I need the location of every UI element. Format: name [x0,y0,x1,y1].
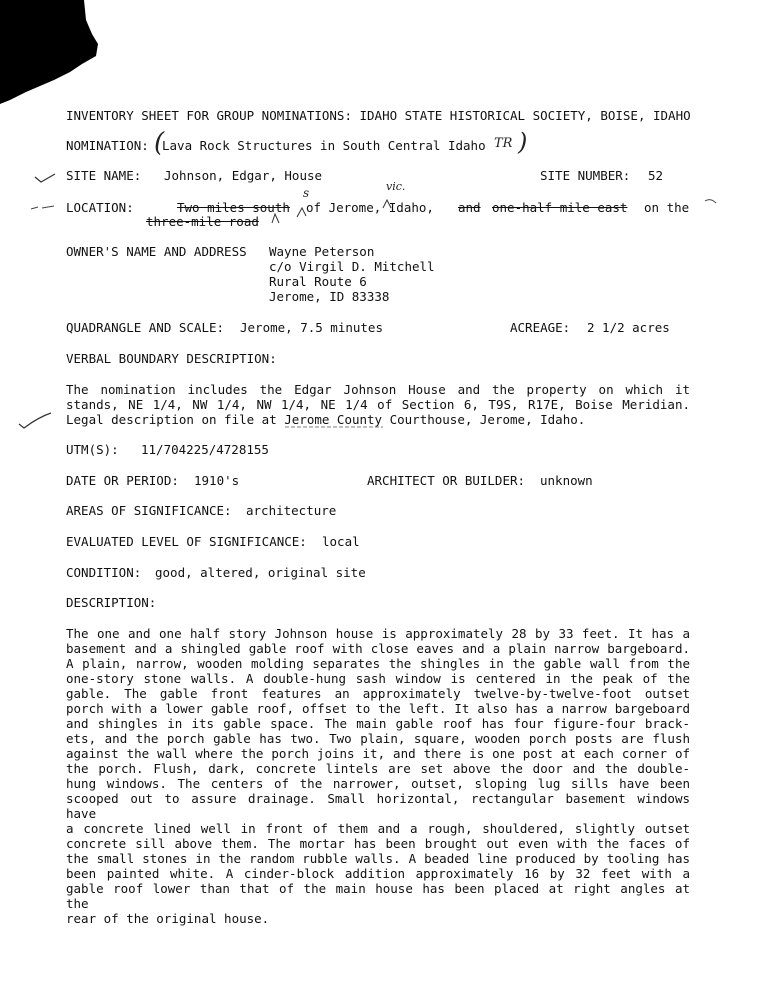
location-struck-text-1: Two miles south [177,200,290,215]
underline-mark [284,424,384,430]
handwritten-tr-note: TR [494,136,513,151]
location-text-on-the: on the [644,200,690,215]
level-label: EVALUATED LEVEL OF SIGNIFICANCE: [66,534,307,549]
description-line: against the wall where the porch joins it, and there is one post at each corner of [66,746,690,761]
dash-mark-icon [30,204,56,212]
condition-value: good, altered, original site [155,565,366,580]
handwritten-vic: vic. [386,180,406,193]
owner-line: Wayne Peterson [269,244,375,259]
architect-label: ARCHITECT OR BUILDER: [367,473,526,488]
boundary-line: Legal description on file at Jerome County Courthouse, Jerome, Idaho. [66,412,586,427]
description-line: a concrete lined well in front of them and a rough, shouldered, slightly outset [66,821,690,836]
boundary-paragraph [66,382,690,427]
site-name-value: Johnson, Edgar, House [164,168,323,183]
handwritten-s: s [303,186,310,200]
description-line: scooped out to assure drainage. Small horizontal, rectangular basement windows have [66,791,690,821]
boundary-label: VERBAL BOUNDARY DESCRIPTION: [66,351,277,366]
description-line: gable. The gable front features an approximately twelve-by-twelve-foot outset [66,686,690,701]
description-line: the porch. Flush, dark, concrete lintels are set above the door and the double- [66,761,690,776]
acreage-label: ACREAGE: [510,320,571,335]
handwritten-open-paren: ( [154,128,165,158]
checkmark-icon [18,412,52,430]
description-line: rear of the original house. [66,911,270,926]
description-label: DESCRIPTION: [66,595,157,610]
scan-corner-blot [0,0,110,110]
location-struck-and: and [458,200,481,215]
date-label: DATE OR PERIOD: [66,473,179,488]
description-line: and shingles in its gable space. The main gable roof has four figure-four brack- [66,716,690,731]
boundary-line: stands, NE 1/4, NW 1/4, NW 1/4, NE 1/4 of Section 6, T9S, R17E, Boise Meridian. [66,397,690,412]
description-line: one-story stone walls. A double-hung sash window is centered in the peak of the [66,671,690,686]
nomination-label: NOMINATION: [66,138,149,153]
site-number-label: SITE NUMBER: [540,168,631,183]
utm-value: 11/704225/4728155 [141,442,269,457]
architect-value: unknown [540,473,593,488]
description-line: A plain, narrow, wooden molding separates the shingles in the gable wall from the [66,656,690,671]
areas-label: AREAS OF SIGNIFICANCE: [66,503,232,518]
acreage-value: 2 1/2 acres [587,320,670,335]
owner-label: OWNER'S NAME AND ADDRESS [66,244,247,259]
description-line: basement and a shingled gable roof with close eaves and a plain narrow bargeboard. [66,641,690,656]
owner-line: Rural Route 6 [269,274,367,289]
level-value: local [322,534,360,549]
description-line: concrete sill above them. The mortar has been brought out even with the faces of [66,836,690,851]
description-paragraph [66,626,690,926]
location-struck-text-3: three-mile road [146,214,259,229]
owner-line: c/o Virgil D. Mitchell [269,259,435,274]
caret-mark-icon [382,198,392,210]
condition-label: CONDITION: [66,565,142,580]
quadrangle-value: Jerome, 7.5 minutes [240,320,383,335]
utm-label: UTM(S): [66,442,119,457]
caret-mark-icon [296,206,308,218]
description-line: the small stones in the random rubble walls. A beaded line produced by tooling has [66,851,690,866]
nomination-value: Lava Rock Structures in South Central Idaho [162,138,486,153]
location-struck-text-2: one-half mile east [492,200,628,215]
site-name-label: SITE NAME: [66,168,142,183]
description-line: porch with a lower gable roof, offset to the left. It also has a narrow bargeboard [66,701,690,716]
quadrangle-label: QUADRANGLE AND SCALE: [66,320,225,335]
checkmark-icon [34,172,56,184]
owner-line: Jerome, ID 83338 [269,289,390,304]
description-line: The one and one half story Johnson house is approximately 28 by 33 feet. It has a [66,626,690,641]
boundary-line: The nomination includes the Edgar Johnson House and the property on which it [66,382,690,397]
description-line: been painted white. A cinder-block addition approximately 16 by 32 feet with a [66,866,690,881]
handwritten-close-paren: ) [518,128,528,156]
date-value: 1910's [194,473,240,488]
description-line: ets, and the porch gable has two. Two plain, square, wooden porch posts are flush [66,731,690,746]
areas-value: architecture [246,503,337,518]
location-label: LOCATION: [66,200,134,215]
location-text-1: of Jerome, Idaho, [306,200,434,215]
description-line: gable roof lower than that of the main house has been placed at right angles at the [66,881,690,911]
description-line: hung windows. The centers of the narrower, outset, sloping lug sills have been [66,776,690,791]
sheet-header: INVENTORY SHEET FOR GROUP NOMINATIONS: IDAHO STATE HISTORICAL SOCIETY, BOISE, IDAHO [66,108,691,123]
site-number-value: 52 [648,168,664,183]
tick-mark-icon [704,198,718,206]
caret-mark-icon [270,212,282,224]
